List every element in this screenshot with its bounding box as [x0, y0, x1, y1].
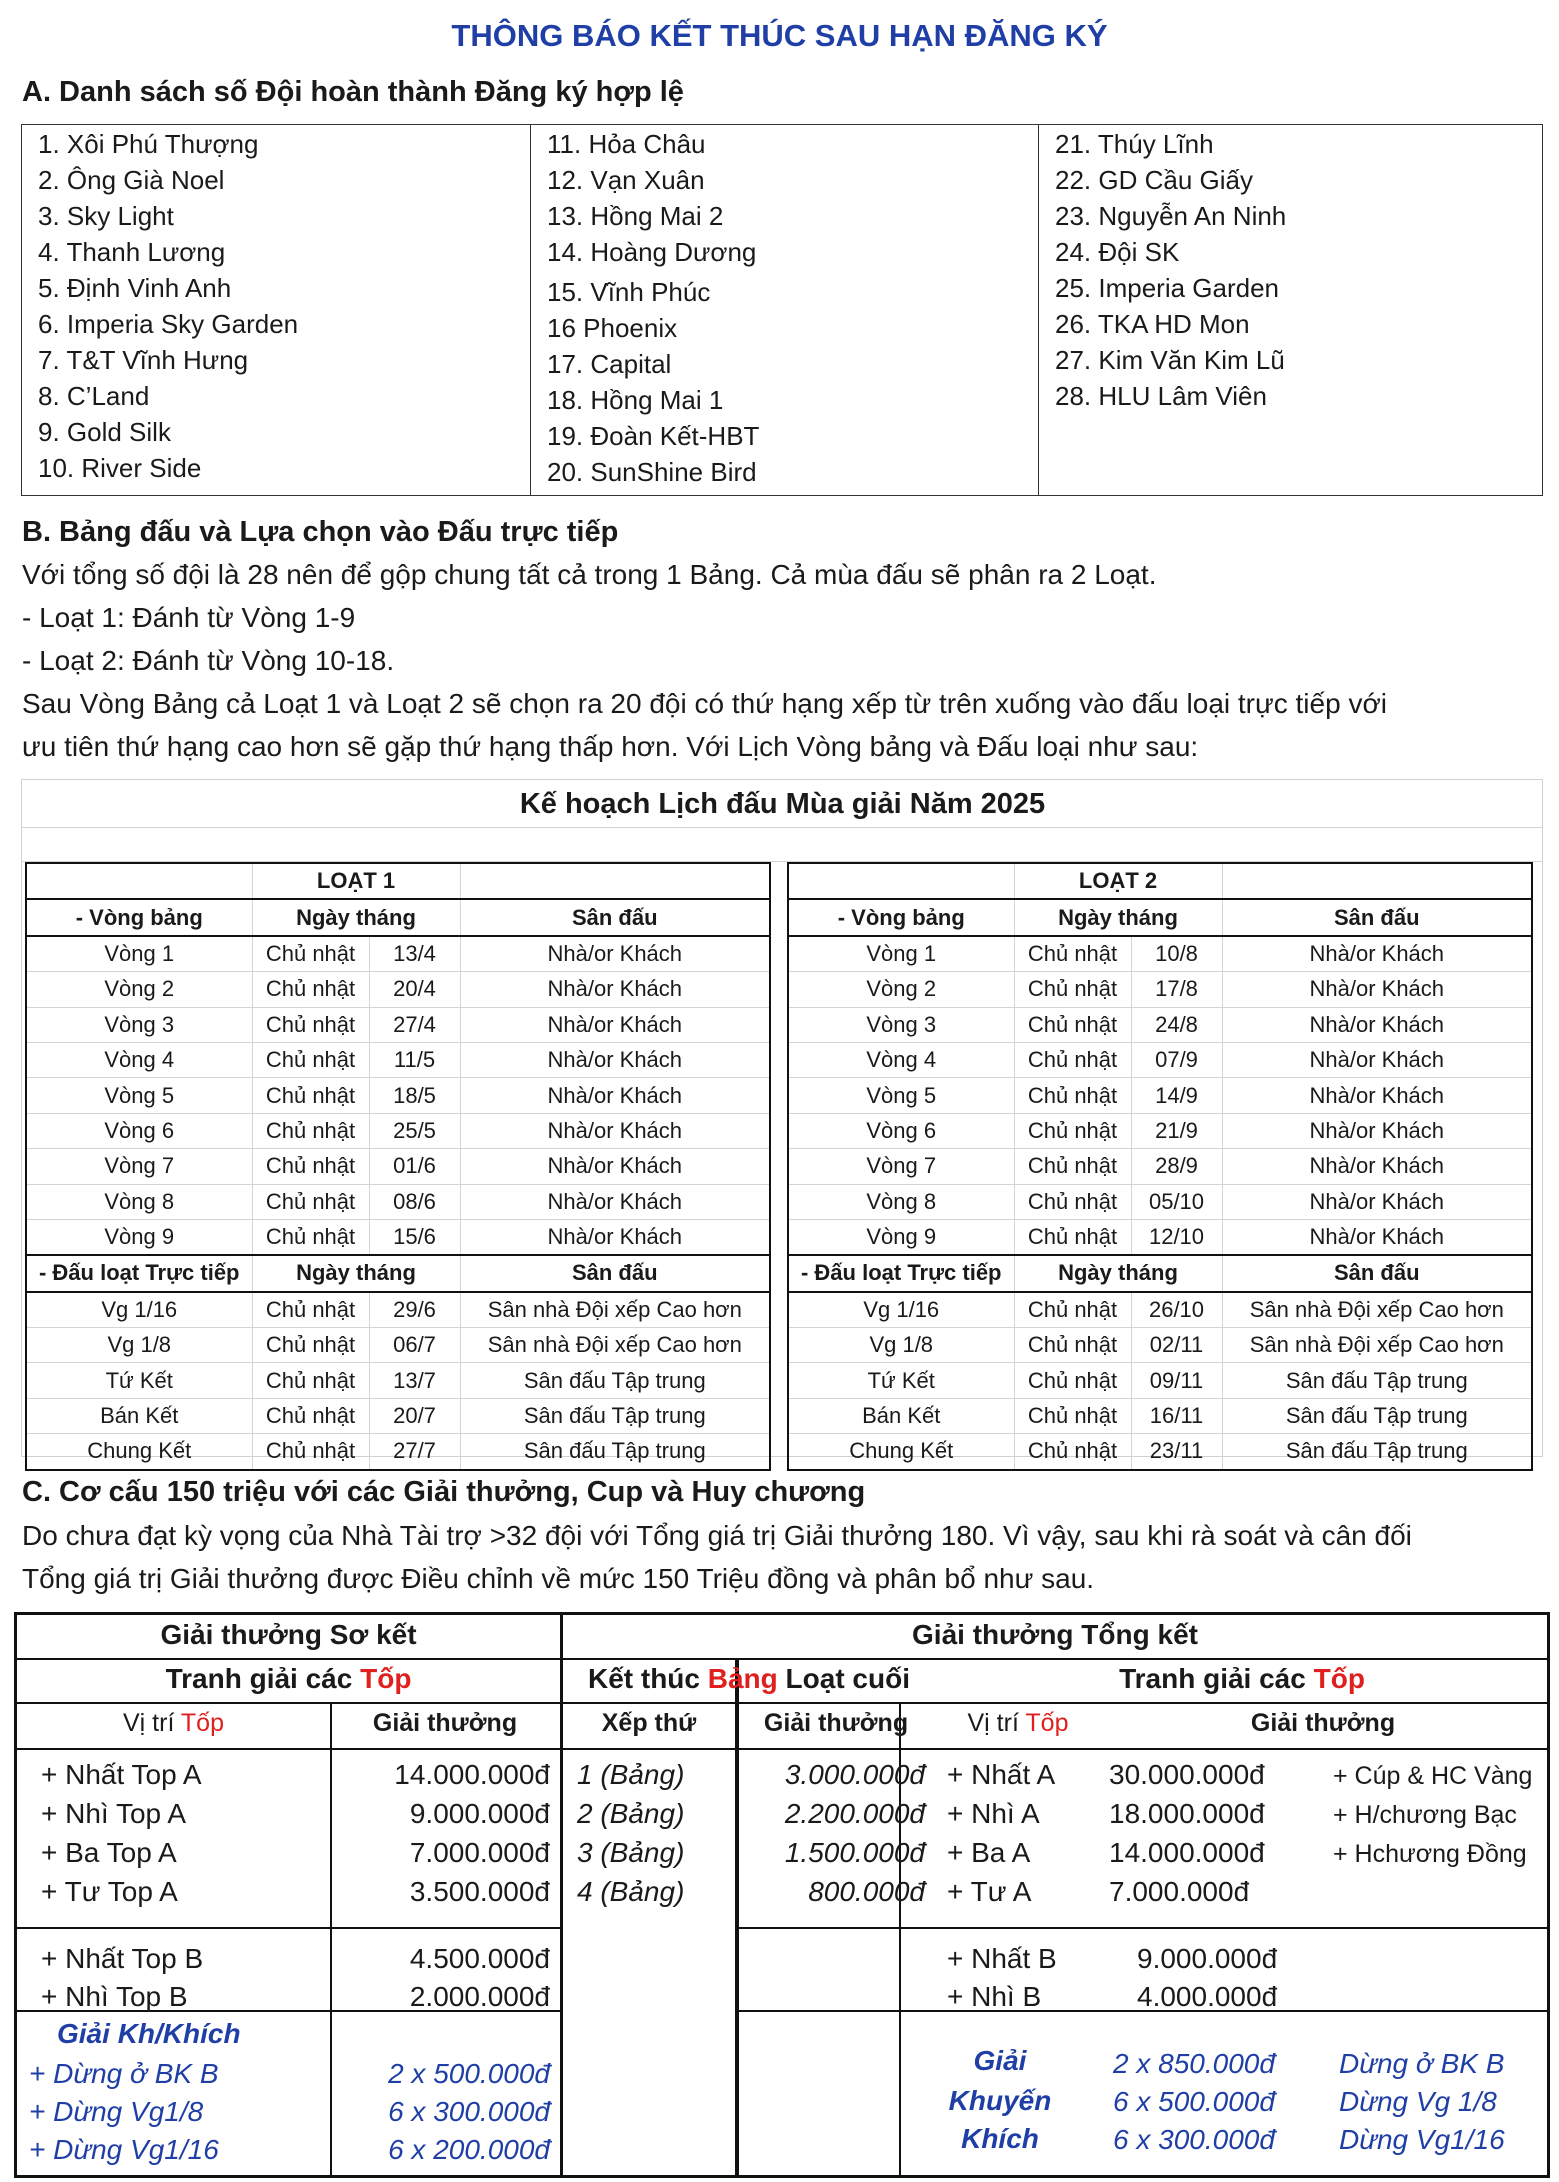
table-row — [26, 1078, 770, 1113]
table-cell: Tứ Kết — [788, 1363, 1014, 1398]
table-cell: Nhà/or Khách — [1222, 1219, 1532, 1255]
table-cell: Nhà/or Khách — [1222, 972, 1532, 1007]
table-cell: Sân nhà Đội xếp Cao hơn — [460, 1328, 770, 1363]
team-item: 21. Thúy Lĩnh — [1055, 129, 1214, 159]
table-cell: Sân đấu Tập trung — [460, 1434, 770, 1470]
team-list-box — [21, 124, 1543, 496]
team-item: 6. Imperia Sky Garden — [38, 309, 299, 339]
table-row — [788, 1328, 1532, 1363]
label: Vị trí — [967, 1709, 1026, 1737]
label: Loạt cuối — [777, 1663, 910, 1694]
prize-cell: + Nhất Top B — [41, 1943, 204, 1974]
section-a-heading: A. Danh sách số Đội hoàn thành Đăng ký hợp lệ — [22, 76, 684, 108]
table-row — [26, 1292, 770, 1328]
column-header: Ngày tháng — [1014, 1255, 1222, 1291]
team-item: 28. HLU Lâm Viên — [1055, 381, 1267, 411]
table-row — [788, 1292, 1532, 1328]
table-cell: Vòng 7 — [26, 1149, 252, 1184]
table-row — [788, 1007, 1532, 1042]
table-cell: 12/10 — [1131, 1219, 1222, 1255]
table-row — [788, 1113, 1532, 1148]
column-header: Ngày tháng — [252, 899, 460, 935]
header-row — [26, 899, 770, 935]
team-item: 1. Xôi Phú Thượng — [38, 129, 259, 159]
section-b-heading: B. Bảng đấu và Lựa chọn vào Đấu trực tiếp — [22, 516, 619, 548]
prize-cell: + Ba Top A — [41, 1837, 177, 1868]
team-item: 5. Định Vinh Anh — [38, 273, 232, 303]
prize-cell: Dừng Vg 1/8 — [1339, 2086, 1497, 2117]
team-item: 22. GD Cầu Giấy — [1055, 165, 1253, 195]
prize-cell: + Dừng ở BK B — [29, 2058, 219, 2089]
top-word: Tốp — [360, 1663, 412, 1694]
team-item: 16 Phoenix — [547, 313, 678, 343]
prize-cell: 14.000.000đ — [394, 1759, 550, 1790]
team-item: 10. River Side — [38, 453, 202, 483]
table-cell: Nhà/or Khách — [460, 1184, 770, 1219]
prize-cell: 6 x 300.000đ — [388, 2096, 550, 2127]
table-cell: Chủ nhật — [1014, 972, 1131, 1007]
table-cell: Nhà/or Khách — [1222, 1007, 1532, 1042]
prize-cell: + Ba A — [947, 1837, 1031, 1868]
text-line: - Loạt 1: Đánh từ Vòng 1-9 — [22, 602, 356, 633]
prize-cell: 4.000.000đ — [1137, 1981, 1278, 2012]
team-column-3 — [1038, 125, 1541, 495]
table-cell: Chủ nhật — [1014, 1292, 1131, 1328]
table-cell: Chung Kết — [788, 1434, 1014, 1470]
text-line: Với tổng số đội là 28 nên để gộp chung tất cả trong 1 Bảng. Cả mùa đấu sẽ phân ra 2 Loạt. — [22, 559, 1157, 590]
prize-cell: 1.500.000đ — [784, 1837, 925, 1868]
team-item: 15. Vĩnh Phúc — [547, 277, 711, 307]
loat-label: LOẠT 2 — [1014, 863, 1222, 899]
column-header: - Đấu loạt Trực tiếp — [26, 1255, 252, 1291]
table-row — [26, 1184, 770, 1219]
table-cell: Chủ nhật — [252, 1292, 369, 1328]
table-cell: Chủ nhật — [1014, 1007, 1131, 1042]
table-cell: Chủ nhật — [252, 1328, 369, 1363]
table-cell: Vòng 9 — [26, 1219, 252, 1255]
header-row — [788, 1255, 1532, 1291]
table-cell: Chủ nhật — [252, 972, 369, 1007]
table-cell: Chủ nhật — [1014, 1149, 1131, 1184]
team-item: 14. Hoàng Dương — [547, 237, 757, 267]
table-cell: Nhà/or Khách — [460, 972, 770, 1007]
loat-row — [26, 863, 770, 899]
table-cell: Nhà/or Khách — [1222, 1042, 1532, 1077]
prize-cell: 2 (Bảng) — [577, 1798, 685, 1829]
table-row — [788, 1184, 1532, 1219]
team-item: 26. TKA HD Mon — [1055, 309, 1250, 339]
loat-label: LOẠT 1 — [252, 863, 460, 899]
table-row — [26, 1113, 770, 1148]
team-column-1 — [22, 125, 530, 495]
table-cell: 17/8 — [1131, 972, 1222, 1007]
section-c-text — [22, 1514, 1412, 1600]
tong-ket-subtitle — [937, 1663, 1547, 1695]
table-cell: 10/8 — [1131, 936, 1222, 972]
table-cell: Vòng 8 — [26, 1184, 252, 1219]
column-header: Sân đấu — [460, 899, 770, 935]
table-cell: Chủ nhật — [252, 1219, 369, 1255]
prize-cell: 4 (Bảng) — [577, 1876, 685, 1907]
prize-cell: + Nhì Top B — [41, 1981, 188, 2012]
prize-cell: Giải — [973, 2045, 1027, 2076]
text-line: Sau Vòng Bảng cả Loạt 1 và Loạt 2 sẽ chọn ra 20 đội có thứ hạng xếp từ trên xuống vào đấu loại trực tiếp với — [22, 688, 1388, 719]
team-item: 25. Imperia Garden — [1055, 273, 1280, 303]
table-cell: 27/7 — [369, 1434, 460, 1470]
prize-cell: 3.500.000đ — [409, 1876, 550, 1907]
table-cell: Chủ nhật — [252, 1434, 369, 1470]
divider — [737, 1927, 1550, 1929]
prize-cell: 1 (Bảng) — [577, 1759, 685, 1790]
prize-cell: 7.000.000đ — [409, 1837, 550, 1868]
so-ket-title: Giải thưởng Sơ kết — [160, 1619, 417, 1650]
table-cell: Chủ nhật — [1014, 1078, 1131, 1113]
table-cell: Nhà/or Khách — [1222, 1113, 1532, 1148]
table-cell: 06/7 — [369, 1328, 460, 1363]
prize-cell: 14.000.000đ — [1109, 1837, 1265, 1868]
giai-thuong-header: Giải thưởng — [763, 1709, 909, 1737]
prize-cell: + Nhất A — [947, 1759, 1056, 1790]
table-cell: Sân đấu Tập trung — [1222, 1434, 1532, 1470]
prize-cell: + Hchương Đồng — [1333, 1840, 1527, 1868]
column-header: - Vòng bảng — [788, 899, 1014, 935]
table-cell: 24/8 — [1131, 1007, 1222, 1042]
table-cell: Vòng 1 — [26, 936, 252, 972]
column-header: Sân đấu — [1222, 1255, 1532, 1291]
table-cell: Sân đấu Tập trung — [1222, 1398, 1532, 1433]
team-item: 13. Hồng Mai 2 — [547, 201, 724, 231]
table-cell: 21/9 — [1131, 1113, 1222, 1148]
team-item: 9. Gold Silk — [38, 417, 171, 447]
column-header: - Vòng bảng — [26, 899, 252, 935]
table-cell: Chủ nhật — [252, 1363, 369, 1398]
table-cell: Vòng 8 — [788, 1184, 1014, 1219]
column-header: Sân đấu — [1222, 899, 1532, 935]
table-cell: 16/11 — [1131, 1398, 1222, 1433]
table-row — [26, 1328, 770, 1363]
label: Vị trí — [123, 1709, 181, 1737]
table-row — [26, 1149, 770, 1184]
table-row — [26, 1007, 770, 1042]
table-cell: Vòng 2 — [788, 972, 1014, 1007]
top-word: Tốp — [1313, 1663, 1365, 1694]
prize-cell: 30.000.000đ — [1109, 1759, 1265, 1790]
table-cell: Chủ nhật — [1014, 1363, 1131, 1398]
table-cell: Vg 1/8 — [26, 1328, 252, 1363]
divider — [17, 1748, 1547, 1750]
table-cell: Chủ nhật — [1014, 936, 1131, 972]
table-cell: Sân nhà Đội xếp Cao hơn — [1222, 1292, 1532, 1328]
team-item: 12. Vạn Xuân — [547, 165, 705, 195]
prize-cell: 6 x 300.000đ — [1113, 2124, 1275, 2155]
table-cell: Chủ nhật — [1014, 1184, 1131, 1219]
column-header: Sân đấu — [460, 1255, 770, 1291]
prize-cell: + Cúp & HC Vàng — [1333, 1762, 1533, 1790]
column-header: - Đấu loạt Trực tiếp — [788, 1255, 1014, 1291]
giai-thuong-header: Giải thưởng — [1250, 1709, 1396, 1737]
blank-cell — [460, 863, 770, 899]
table-cell: Vg 1/8 — [788, 1328, 1014, 1363]
blank-row — [21, 827, 1543, 862]
ket-thuc-subtitle — [563, 1663, 935, 1695]
table-cell: Chủ nhật — [252, 1184, 369, 1219]
table-cell: Chủ nhật — [252, 1398, 369, 1433]
team-item: 23. Nguyễn An Ninh — [1055, 201, 1287, 231]
label: Kết thúc — [587, 1663, 708, 1694]
table-cell: 23/11 — [1131, 1434, 1222, 1470]
team-item: 17. Capital — [547, 349, 672, 379]
table-row — [26, 1363, 770, 1398]
prize-cell: 2.200.000đ — [784, 1798, 925, 1829]
table-cell: Vòng 4 — [788, 1042, 1014, 1077]
team-item: 8. C’Land — [38, 381, 150, 411]
text-line: - Loạt 2: Đánh từ Vòng 10-18. — [22, 645, 395, 676]
table-cell: Vg 1/16 — [26, 1292, 252, 1328]
blank-cell — [788, 863, 1014, 899]
table-cell: Vòng 6 — [26, 1113, 252, 1148]
table-cell: Vg 1/16 — [788, 1292, 1014, 1328]
table-cell: 05/10 — [1131, 1184, 1222, 1219]
loat-row — [788, 863, 1532, 899]
table-cell: Sân đấu Tập trung — [460, 1363, 770, 1398]
table-row — [788, 972, 1532, 1007]
team-item: 3. Sky Light — [38, 201, 174, 231]
prize-cell: Giải Kh/Khích — [57, 2018, 241, 2049]
section-b-text — [22, 553, 1387, 768]
table-cell: 25/5 — [369, 1113, 460, 1148]
prize-cell: 3 (Bảng) — [577, 1837, 685, 1868]
prize-cell: Dừng ở BK B — [1339, 2048, 1505, 2079]
table-cell: 07/9 — [1131, 1042, 1222, 1077]
prize-cell: 18.000.000đ — [1109, 1798, 1265, 1829]
top-word: Tốp — [1025, 1709, 1069, 1737]
table-cell: Sân đấu Tập trung — [460, 1398, 770, 1433]
table-cell: Chung Kết — [26, 1434, 252, 1470]
text-line: Do chưa đạt kỳ vọng của Nhà Tài trợ >32 đội với Tổng giá trị Giải thưởng 180. Vì vậy, sau khi rà soát và cân đối — [22, 1520, 1412, 1551]
prize-cell: + Tư A — [947, 1876, 1032, 1907]
table-row — [26, 1219, 770, 1255]
prize-cell: 6 x 500.000đ — [1113, 2086, 1275, 2117]
table-cell: Vòng 5 — [788, 1078, 1014, 1113]
divider — [560, 1615, 563, 2175]
divider — [17, 1702, 1547, 1704]
table-row — [26, 972, 770, 1007]
table-row — [788, 1363, 1532, 1398]
table-cell: 18/5 — [369, 1078, 460, 1113]
table-cell: Vòng 3 — [788, 1007, 1014, 1042]
table-cell: Vòng 9 — [788, 1219, 1014, 1255]
table-row — [788, 1042, 1532, 1077]
table-cell: Bán Kết — [26, 1398, 252, 1433]
bang-word: Bảng — [707, 1663, 778, 1694]
team-item: 18. Hồng Mai 1 — [547, 385, 724, 415]
table-cell: Vòng 1 — [788, 936, 1014, 972]
table-cell: Nhà/or Khách — [460, 1042, 770, 1077]
table-row — [788, 1149, 1532, 1184]
table-cell: Nhà/or Khách — [1222, 1149, 1532, 1184]
table-cell: Chủ nhật — [1014, 1328, 1131, 1363]
giai-thuong-header: Giải thưởng — [372, 1709, 518, 1737]
table-cell: 13/7 — [369, 1363, 460, 1398]
table-cell: Nhà/or Khách — [460, 1149, 770, 1184]
prize-cell: 7.000.000đ — [1109, 1876, 1250, 1907]
table-row — [788, 1434, 1532, 1470]
team-item: 27. Kim Văn Kim Lũ — [1055, 345, 1285, 375]
table-cell: Nhà/or Khách — [1222, 1078, 1532, 1113]
prize-cell: + Tư Top A — [41, 1876, 178, 1907]
table-cell: Nhà/or Khách — [460, 1007, 770, 1042]
table-row — [26, 1434, 770, 1470]
prize-cell: + Dừng Vg1/16 — [29, 2134, 219, 2165]
table-cell: Sân nhà Đội xếp Cao hơn — [1222, 1328, 1532, 1363]
blank-cell — [1222, 863, 1532, 899]
table-cell: 27/4 — [369, 1007, 460, 1042]
prize-cell: 800.000đ — [808, 1876, 925, 1907]
table-cell: 02/11 — [1131, 1328, 1222, 1363]
text-line: ưu tiên thứ hạng cao hơn sẽ gặp thứ hạng thấp hơn. Với Lịch Vòng bảng và Đấu loại như sau: — [22, 731, 1199, 762]
table-cell: Chủ nhật — [252, 1078, 369, 1113]
table-cell: Chủ nhật — [1014, 1219, 1131, 1255]
table-row — [788, 1219, 1532, 1255]
divider — [17, 1658, 1547, 1660]
table-cell: Nhà/or Khách — [460, 936, 770, 972]
team-item: 24. Đội SK — [1055, 237, 1180, 267]
table-cell: Chủ nhật — [252, 936, 369, 972]
prize-cell: Khích — [961, 2123, 1039, 2154]
table-cell: Nhà/or Khách — [460, 1219, 770, 1255]
divider — [17, 1927, 560, 1929]
header-row — [26, 1255, 770, 1291]
table-cell: 15/6 — [369, 1219, 460, 1255]
table-cell: Bán Kết — [788, 1398, 1014, 1433]
prize-table — [14, 1612, 1550, 2178]
team-item: 20. SunShine Bird — [547, 457, 757, 487]
table-cell: 29/6 — [369, 1292, 460, 1328]
table-row — [26, 936, 770, 972]
table-cell: Tứ Kết — [26, 1363, 252, 1398]
team-item: 7. T&T Vĩnh Hưng — [38, 345, 249, 375]
prize-cell: 6 x 200.000đ — [388, 2134, 550, 2165]
team-column-2 — [530, 125, 1038, 495]
table-row — [788, 936, 1532, 972]
table-cell: Chủ nhật — [1014, 1434, 1131, 1470]
header-row — [788, 899, 1532, 935]
team-item: 4. Thanh Lương — [38, 237, 226, 267]
prize-cell: + H/chương Bạc — [1333, 1801, 1517, 1829]
top-word: Tốp — [180, 1709, 224, 1737]
column-header: Ngày tháng — [1014, 899, 1222, 935]
so-ket-subtitle — [17, 1663, 560, 1695]
prize-cell: 2 x 500.000đ — [388, 2058, 550, 2089]
section-c-heading: C. Cơ cấu 150 triệu với các Giải thưởng, Cup và Huy chương — [22, 1476, 866, 1508]
prize-cell: 3.000.000đ — [784, 1759, 925, 1790]
table-cell: Nhà/or Khách — [1222, 1184, 1532, 1219]
table-cell: Chủ nhật — [252, 1042, 369, 1077]
table-cell: Vòng 5 — [26, 1078, 252, 1113]
prize-cell: 9.000.000đ — [1137, 1943, 1278, 1974]
prize-cell: 2 x 850.000đ — [1113, 2048, 1275, 2079]
table-row — [26, 1042, 770, 1077]
prize-cell: + Nhất B — [947, 1943, 1057, 1974]
table-cell: 09/11 — [1131, 1363, 1222, 1398]
prize-cell: 9.000.000đ — [409, 1798, 550, 1829]
table-cell: Chủ nhật — [1014, 1113, 1131, 1148]
table-cell: 11/5 — [369, 1042, 460, 1077]
prize-cell: Dừng Vg1/16 — [1339, 2124, 1505, 2155]
prize-cell: 2.000.000đ — [409, 1981, 550, 2012]
table-cell: Sân đấu Tập trung — [1222, 1363, 1532, 1398]
table-row — [26, 1398, 770, 1433]
table-cell: Chủ nhật — [252, 1149, 369, 1184]
schedule-title: Kế hoạch Lịch đấu Mùa giải Năm 2025 — [519, 788, 1046, 820]
table-cell: Vòng 3 — [26, 1007, 252, 1042]
prize-cell: 4.500.000đ — [409, 1943, 550, 1974]
table-cell: 08/6 — [369, 1184, 460, 1219]
table-cell: Sân nhà Đội xếp Cao hơn — [460, 1292, 770, 1328]
column-header: Ngày tháng — [252, 1255, 460, 1291]
text-line: Tổng giá trị Giải thưởng được Điều chỉnh về mức 150 Triệu đồng và phân bổ như sau. — [22, 1563, 1095, 1594]
table-row — [788, 1078, 1532, 1113]
prize-cell: + Nhì Top A — [41, 1798, 187, 1829]
table-cell: 14/9 — [1131, 1078, 1222, 1113]
table-cell: Vòng 6 — [788, 1113, 1014, 1148]
team-item: 19. Đoàn Kết-HBT — [547, 421, 760, 451]
prize-cell: + Nhì B — [947, 1981, 1042, 2012]
table-cell: Vòng 2 — [26, 972, 252, 1007]
table-cell: Chủ nhật — [1014, 1042, 1131, 1077]
table-cell: 01/6 — [369, 1149, 460, 1184]
table-cell: 28/9 — [1131, 1149, 1222, 1184]
table-cell: Nhà/or Khách — [460, 1078, 770, 1113]
page-title: THÔNG BÁO KẾT THÚC SAU HẠN ĐĂNG KÝ — [451, 18, 1108, 53]
team-item: 11. Hỏa Châu — [547, 129, 706, 159]
table-cell: Vòng 4 — [26, 1042, 252, 1077]
team-item: 2. Ông Già Noel — [38, 165, 225, 195]
table-cell: 20/4 — [369, 972, 460, 1007]
table-cell: Chủ nhật — [1014, 1398, 1131, 1433]
table-cell: Vòng 7 — [788, 1149, 1014, 1184]
table-cell: Chủ nhật — [252, 1113, 369, 1148]
tong-ket-title: Giải thưởng Tổng kết — [912, 1619, 1198, 1650]
prize-cell: Khuyến — [948, 2085, 1052, 2116]
vi-tri-header — [17, 1709, 330, 1738]
prize-cell: + Dừng Vg1/8 — [29, 2096, 204, 2127]
table-cell: Nhà/or Khách — [460, 1113, 770, 1148]
vi-tri-header — [937, 1709, 1099, 1738]
xep-thu-header: Xếp thứ — [601, 1709, 697, 1737]
table-cell: Chủ nhật — [252, 1007, 369, 1042]
prize-cell: + Nhất Top A — [41, 1759, 202, 1790]
table-cell: Nhà/or Khách — [1222, 936, 1532, 972]
table-cell: 20/7 — [369, 1398, 460, 1433]
table-row — [788, 1398, 1532, 1433]
prize-cell: + Nhì A — [947, 1798, 1040, 1829]
label: Tranh giải các — [165, 1663, 361, 1694]
table-cell: 13/4 — [369, 936, 460, 972]
label: Tranh giải các — [1119, 1663, 1314, 1694]
table-cell: 26/10 — [1131, 1292, 1222, 1328]
blank-cell — [26, 863, 252, 899]
